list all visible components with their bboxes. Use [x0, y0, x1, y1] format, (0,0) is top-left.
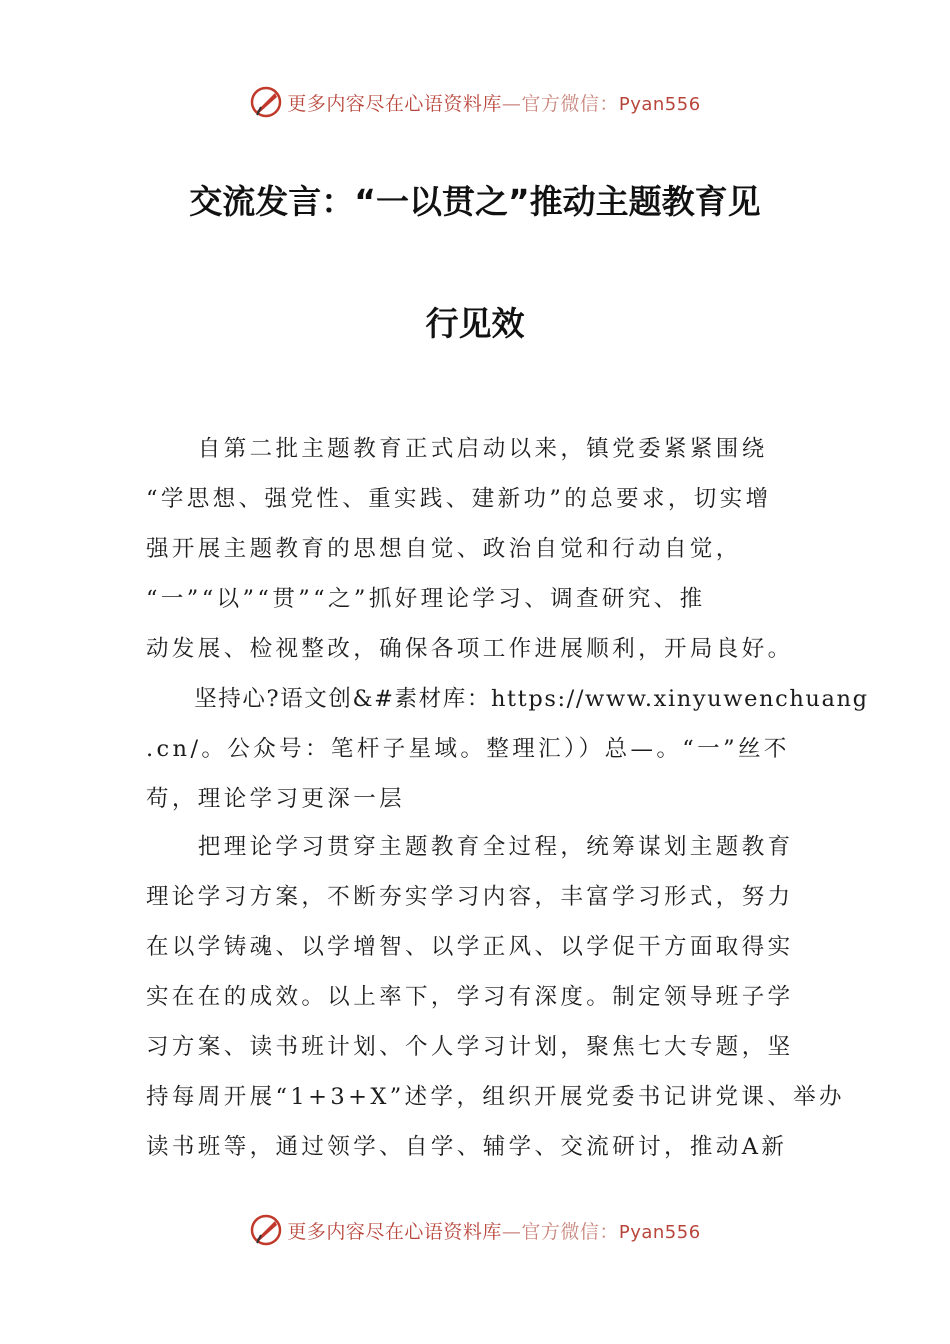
watermark-text: [287, 1217, 700, 1244]
text-line: 苟，理论学习更深一层: [146, 786, 406, 812]
text-line: “学思想、强党性、重实践、建新功”的总要求，切实增: [146, 486, 772, 512]
document-title-line-1: 交流发言：“一以贯之”推动主题教育见: [189, 182, 761, 221]
text-line: 在以学铸魂、以学增智、以学正风、以学促干方面取得实: [146, 934, 794, 960]
text-line: 实在在的成效。以上率下，学习有深度。制定领导班子学: [146, 984, 794, 1010]
text-line: 强开展主题教育的思想自觉、政治自觉和行动自觉，: [146, 536, 742, 562]
text-line: 把理论学习贯穿主题教育全过程，统筹谋划主题教育: [146, 834, 794, 860]
watermark-sub: —官方微信：: [501, 1220, 619, 1243]
text-line: 坚持心?语文创&#素材库：https://www.xinyuwenchuang: [146, 686, 869, 712]
text-line: .cn/。公众号：笔杆子星域。整理汇））总—。“一”丝不: [146, 736, 790, 762]
watermark-text: [287, 89, 700, 116]
text-line: “一”“以”“贯”“之”抓好理论学习、调查研究、推: [146, 586, 706, 612]
header-watermark: [0, 82, 950, 122]
text-line: 持每周开展“1+3+X”述学，组织开展党委书记讲党课、举办: [146, 1084, 845, 1110]
paragraph-2: [146, 674, 869, 824]
paragraph-1: [146, 424, 806, 674]
text-line: 自第二批主题教育正式启动以来，镇党委紧紧围绕: [146, 436, 768, 462]
watermark-wechat-id: Pyan556: [618, 93, 701, 115]
text-line: 动发展、检视整改，确保各项工作进展顺利，开局良好。: [146, 636, 794, 662]
text-line: 读书班等，通过领学、自学、辅学、交流研讨，推动A新: [146, 1134, 788, 1160]
text-line: 理论学习方案，不断夯实学习内容，丰富学习形式，努力: [146, 884, 794, 910]
watermark-main: 更多内容尽在心语资料库: [287, 1220, 502, 1243]
watermark-sub: —官方微信：: [501, 92, 619, 115]
document-title-line-2: 行见效: [425, 304, 525, 343]
footer-watermark: [0, 1210, 950, 1250]
quill-logo-icon: [249, 1213, 283, 1247]
text-line: 习方案、读书班计划、个人学习计划，聚焦七大专题，坚: [146, 1034, 794, 1060]
quill-logo-icon: [249, 85, 283, 119]
paragraph-3: [146, 822, 845, 1172]
watermark-main: 更多内容尽在心语资料库: [287, 92, 502, 115]
watermark-wechat-id: Pyan556: [618, 1221, 701, 1243]
